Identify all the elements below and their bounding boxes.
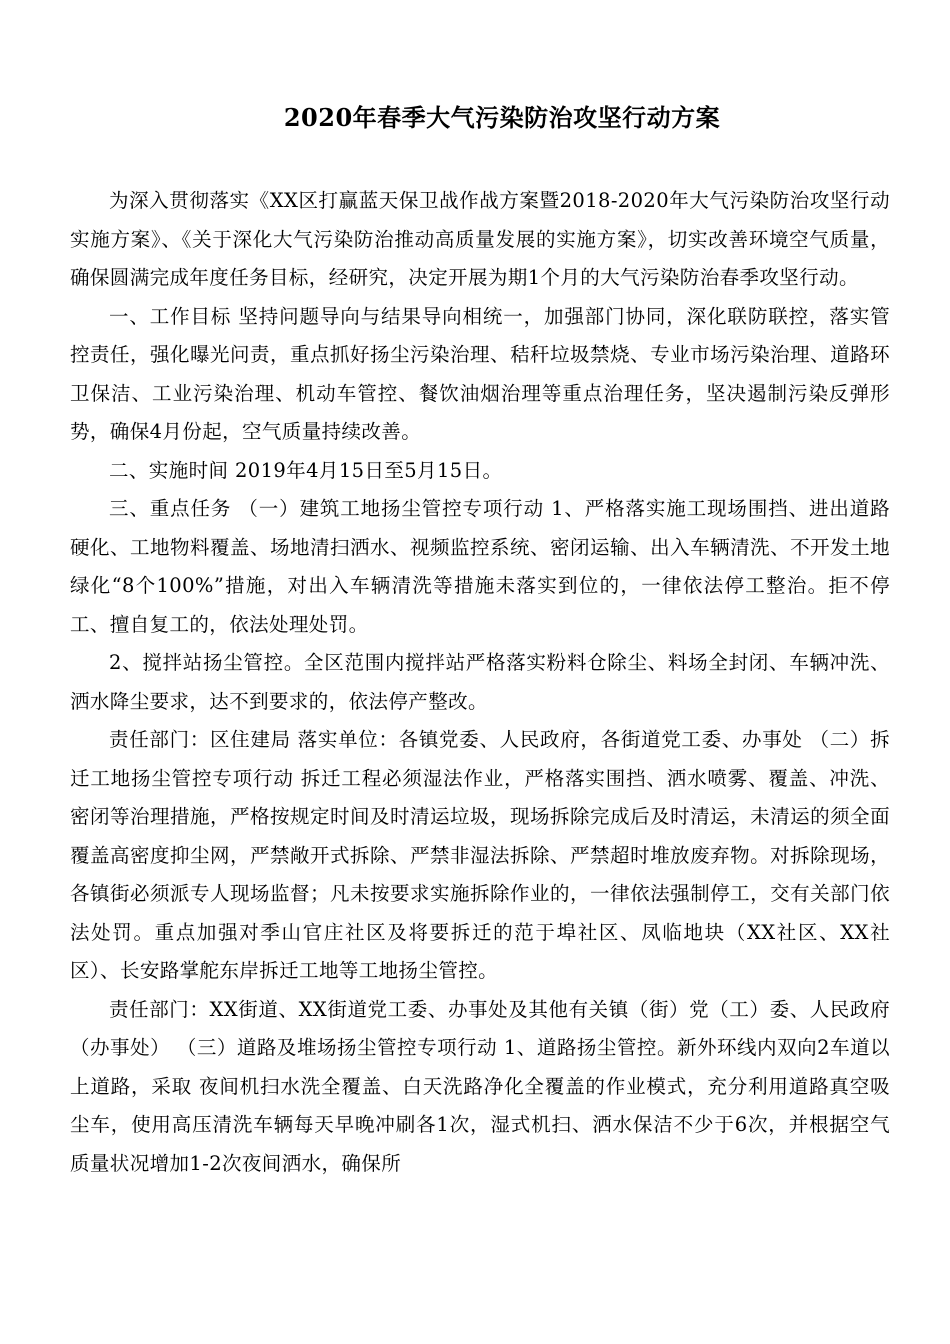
paragraph-key-tasks: 三、重点任务 （一）建筑工地扬尘管控专项行动 1、严格落实施工现场围挡、进出道路硬化、工地物料覆盖、场地清扫洒水、视频监控系统、密闭运输、出入车辆清洗、不开发土地绿化“8个100%”措施，对出入车辆清洗等措施未落实到位的，一律依法停工整治。拒不停工、擅自复工的，依法处理处罚。 (70, 497, 890, 636)
document-title: 2020年春季大气污染防治攻坚行动方案 (283, 103, 721, 132)
paragraph-demolition-dust: 责任部门：区住建局 落实单位：各镇党委、人民政府，各街道党工委、办事处 （二）拆迁工地扬尘管控专项行动 拆迁工程必须湿法作业，严格落实围挡、洒水喷雾、覆盖、冲洗、密闭等治理措施，严格按规定时间及时清运垃圾，现场拆除完成后及时清运，未清运的须全面覆盖高密度抑尘网，严禁敞开式拆除、严禁非湿法拆除、严禁超时堆放废弃物。对拆除现场，各镇街必须派专人现场监督；凡未按要求实施拆除作业的，一律依法强制停工，交有关部门依法处罚。重点加强对季山官庄社区及将要拆迁的范于埠社区、凤临地块（XX社区、XX社区）、长安路掌舵东岸拆迁工地等工地扬尘管控。 (70, 728, 890, 982)
paragraph-work-goal: 一、工作目标 坚持问题导向与结果导向相统一，加强部门协同，深化联防联控，落实管控责任，强化曝光问责，重点抓好扬尘污染治理、秸秆垃圾禁烧、专业市场污染治理、道路环卫保洁、工业污染治理、机动车管控、餐饮油烟治理等重点治理任务，坚决遏制污染反弹形势，确保4月份起，空气质量持续改善。 (70, 304, 890, 443)
paragraph-intro: 为深入贯彻落实《XX区打赢蓝天保卫战作战方案暨2018-2020年大气污染防治攻坚行动实施方案》、《关于深化大气污染防治推动高质量发展的实施方案》，切实改善环境空气质量，确保圆满完成年度任务目标，经研究，决定开展为期1个月的大气污染防治春季攻坚行动。 (70, 189, 890, 289)
document-body (70, 182, 890, 1183)
paragraph-implementation-time: 二、实施时间 2019年4月15日至5月15日。 (109, 458, 503, 482)
paragraph-mixing-station: 2、搅拌站扬尘管控。全区范围内搅拌站严格落实粉料仓除尘、料场全封闭、车辆冲洗、洒水降尘要求，达不到要求的，依法停产整改。 (70, 651, 890, 713)
paragraph-road-dust: 责任部门：XX街道、XX街道党工委、办事处及其他有关镇（街）党（工）委、人民政府（办事处） （三）道路及堆场扬尘管控专项行动 1、道路扬尘管控。新外环线内双向2车道以上道路，采取 夜间机扫水洗全覆盖、白天洗路净化全覆盖的作业模式，充分利用道路真空吸尘车，使用高压清洗车辆每天早晚冲刷各1次，湿式机扫、洒水保洁不少于6次，并根据空气质量状况增加1-2次夜间洒水，确保所 (70, 997, 890, 1175)
